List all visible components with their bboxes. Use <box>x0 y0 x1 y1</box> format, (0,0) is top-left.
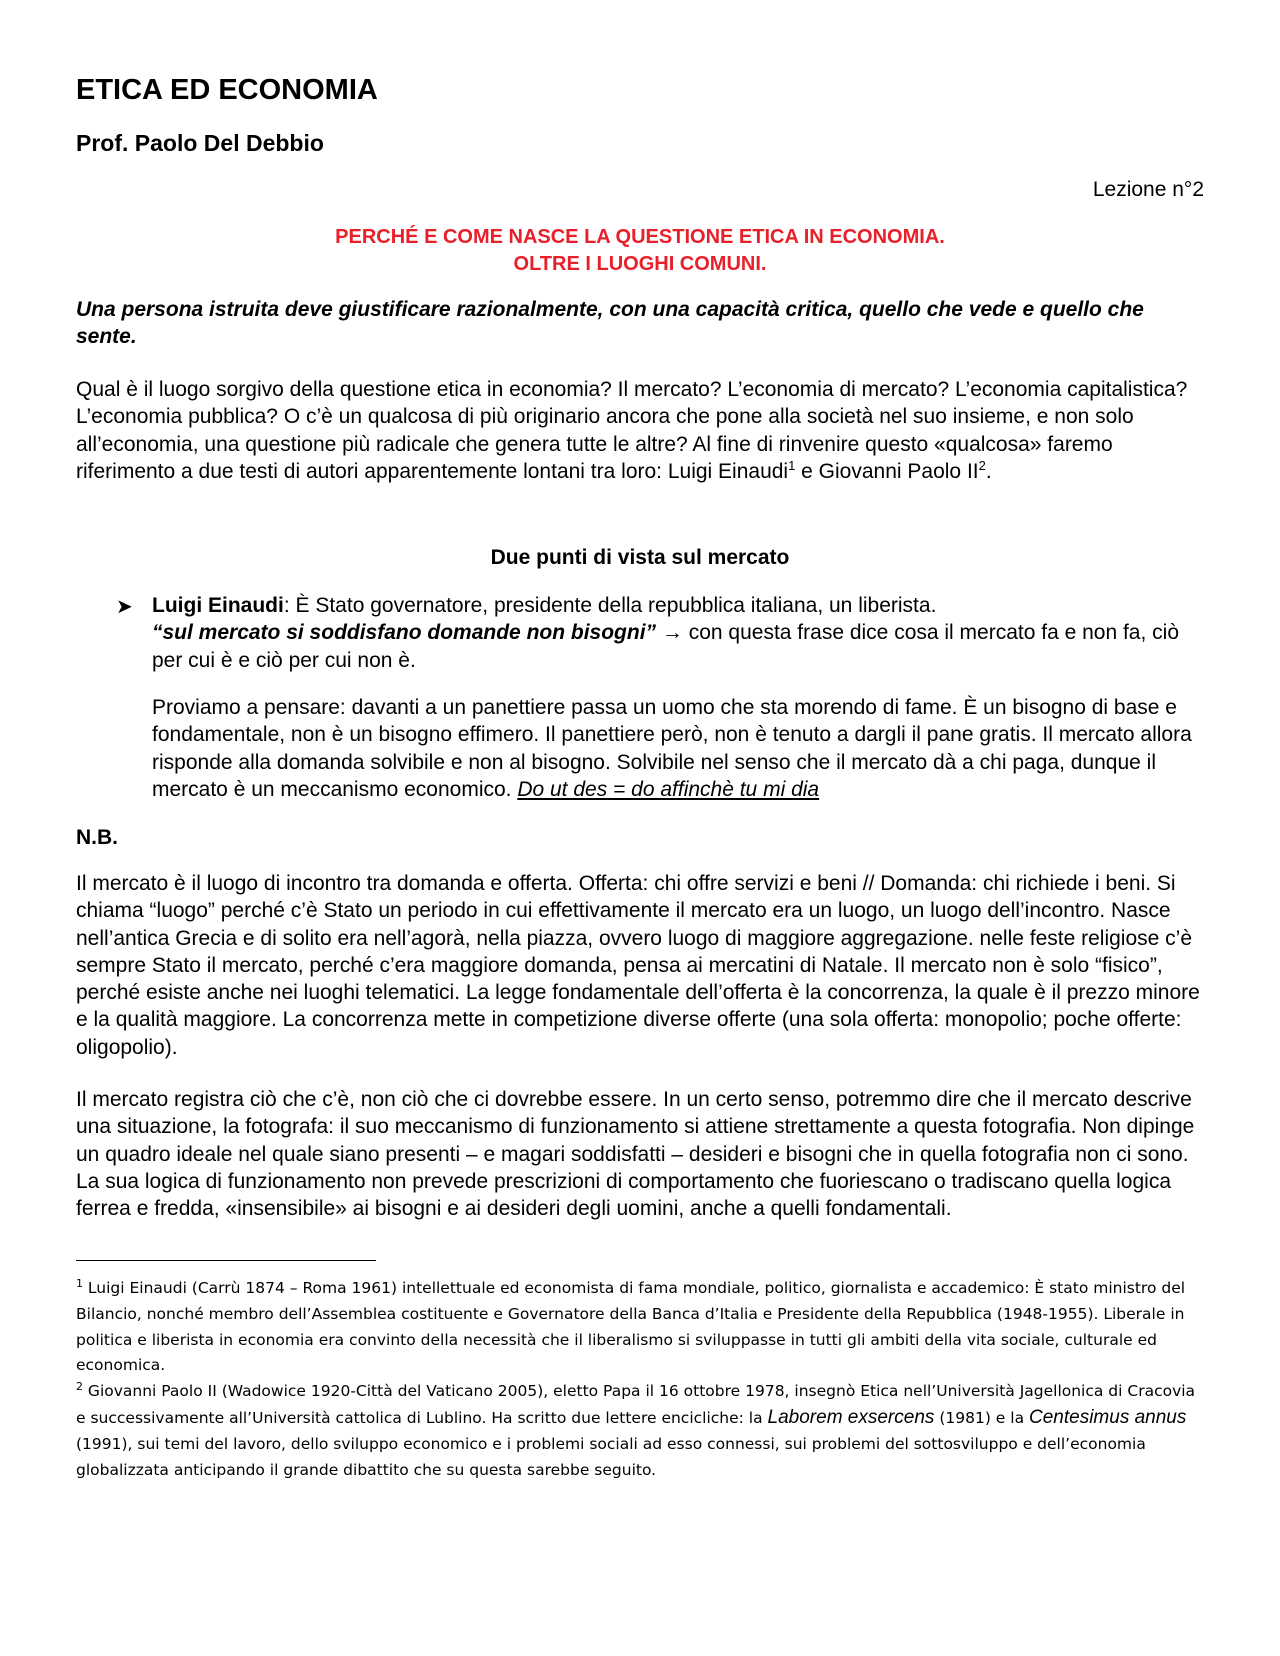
section-heading: Due punti di vista sul mercato <box>490 546 790 569</box>
arrow-bullet-icon: ➤ <box>116 596 133 618</box>
bullet-quote: “sul mercato si soddisfano domande non bisogni” <box>152 621 657 645</box>
lesson-heading-line-1: PERCHÉ E COME NASCE LA QUESTIONE ETICA IN ECONOMIA. <box>335 226 945 248</box>
lead-statement: Una persona istruita deve giustificare razionalmente, con una capacità critica, quello che vede e quello che sente. <box>76 298 1144 348</box>
footnote-2-title-centesimus: Centesimus annus <box>1029 1406 1187 1428</box>
bullet-example-paragraph <box>152 694 1204 803</box>
footnote-2-text-c: (1991), sui temi del lavoro, dello sviluppo economico e i problemi sociali ad esso connessi, sui problemi del sottosviluppo e dell’economia globalizzata anticipando il grande dibattito che su questa sarebbe seguito. <box>76 1434 1146 1479</box>
footnote-2-number: 2 <box>76 1380 83 1394</box>
lesson-number: Lezione n°2 <box>1092 178 1204 201</box>
footnote-2-text-a: Giovanni Paolo II (Wadowice 1920-Città del Vaticano 2005), eletto Papa il 16 ottobre 1978, insegnò Etica nell’Università Jagellonica di Cracovia e successivamente all’Università cattolica di Lublino. Ha scritto due lettere encicliche: la <box>76 1382 1196 1427</box>
photo-paragraph: Il mercato registra ciò che c’è, non ciò che ci dovrebbe essere. In un certo senso, potremmo dire che il mercato descrive una situazione, la fotografa: il suo meccanismo di funzionamento si attiene strettamente a questa fotografia. Non dipinge un quadro ideale nel quale siano presenti – e magari soddisfatti – desideri e bisogni che in quella fotografia non ci sono. La sua logica di funzionamento non prevede prescrizioni di comportamento che fuoriescano o tradiscano quella logica ferrea e fredda, «insensibile» ai bisogni e ai desideri degli uomini, anche a quelli fondamentali. <box>76 1088 1195 1221</box>
market-paragraph: Il mercato è il luogo di incontro tra domanda e offerta. Offerta: chi offre servizi e beni // Domanda: chi richiede i beni. Si chiama “luogo” perché c’è Stato un periodo in cui effettivamente il mercato era un luogo, un luogo dell’incontro. Nasce nell’antica Grecia e di solito era nell’agorà, nella piazza, ovvero luogo di maggiore aggregazione. nelle feste religiose c’è sempre Stato il mercato, perché c’era maggiore domanda, pensa ai mercatini di Natale. Il mercato non è solo “fisico”, perché esiste anche nei luoghi telematici. La legge fondamentale dell’offerta è la concorrenza, la quale è il prezzo minore e la qualità maggiore. La concorrenza mette in competizione diverse offerte (una sola offerta: monopolio; poche offerte: oligopolio). <box>76 872 1200 1059</box>
nb-label: N.B. <box>76 826 118 849</box>
footnote-1-text: Luigi Einaudi (Carrù 1874 – Roma 1961) intellettuale ed economista di fama mondiale, politico, giornalista e accademico: È stato ministro del Bilancio, nonché membro dell’Assemblea costituente e Governatore della Banca d’Italia e Presidente della Repubblica (1948-1955). Liberale in politica e liberista in economia era convinto della necessità che il liberalismo si sviluppasse in tutti gli ambiti della vita sociale, culturale ed economica. <box>76 1279 1186 1375</box>
intro-end: . <box>985 459 992 483</box>
do-ut-des-phrase: Do ut des = do affinchè tu mi dia <box>517 777 820 801</box>
footnote-1-number: 1 <box>76 1276 83 1290</box>
intro-mid: e Giovanni Paolo II <box>795 459 979 483</box>
lesson-heading-line-2: OLTRE I LUOGHI COMUNI. <box>513 253 767 275</box>
author-name: Prof. Paolo Del Debbio <box>76 130 324 156</box>
footnotes <box>76 1276 1204 1483</box>
footnote-divider <box>76 1260 376 1261</box>
footnote-ref-1[interactable]: 1 <box>788 457 796 473</box>
footnote-2 <box>76 1379 1204 1483</box>
bullet-desc: : È Stato governatore, presidente della repubblica italiana, un liberista. <box>283 594 937 617</box>
footnote-2-text-b: (1981) e la <box>934 1408 1029 1427</box>
footnote-2-title-laborem: Laborem exsercens <box>767 1406 935 1428</box>
footnote-ref-2[interactable]: 2 <box>978 457 986 473</box>
bullet-after-quote: → con questa frase dice cosa il mercato fa e non fa, ciò per cui è e ciò per cui non è. <box>152 621 1180 672</box>
document-title: ETICA ED ECONOMIA <box>76 74 378 106</box>
lesson-heading <box>76 224 1204 278</box>
footnote-1 <box>76 1276 1204 1379</box>
intro-text: Qual è il luogo sorgivo della questione etica in economia? Il mercato? L’economia di mercato? L’economia capitalistica? L’economia pubblica? O c’è un qualcosa di più originario ancora che pone alla società nel suo insieme, e non solo all’economia, una questione più radicale che genera tutte le altre? Al fine di rinvenire questo «qualcosa» faremo riferimento a due testi di autori apparentemente lontani tra loro: Luigi Einaudi <box>76 378 1188 483</box>
bullet-einaudi-text <box>152 592 1204 674</box>
intro-paragraph <box>76 376 1204 485</box>
bullet-para-text: Proviamo a pensare: davanti a un panettiere passa un uomo che sta morendo di fame. È un bisogno di base e fondamentale, non è un bisogno effimero. Il panettiere però, non è tenuto a dargli il pane gratis. Il mercato allora risponde alla domanda solvibile e non al bisogno. Solvibile nel senso che il mercato dà a chi paga, dunque il mercato è un meccanismo economico. <box>152 696 1192 801</box>
bullet-name: Luigi Einaudi <box>152 594 284 617</box>
